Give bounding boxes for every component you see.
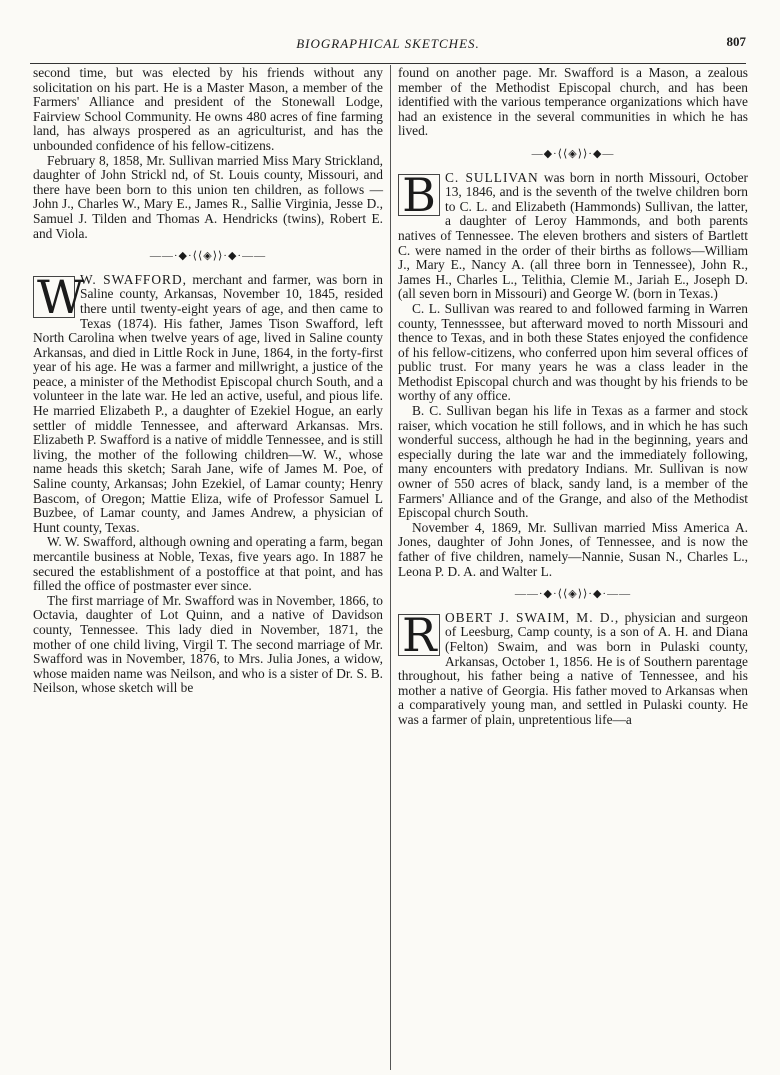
ornament-divider: ——·◆·⟨⟨◈⟩⟩·◆·—— (514, 588, 632, 601)
drop-cap: B (398, 174, 440, 216)
drop-cap: W (33, 276, 75, 318)
drop-cap: R (398, 614, 440, 656)
page-number: 807 (726, 34, 746, 49)
paragraph: second time, but was elected by his friends without any solicitation on his part. He is a Master Mason, a member of the Farmers' Alliance and president of the Stonewall Lodge, Fairview School Community. He owns 480 acres of fine farming land, has always prospered as an agriculturist, and has the unbounded confidence of his fellow-citizens. (33, 65, 383, 153)
paragraph: B. C. Sullivan began his life in Texas as a farmer and stock raiser, which vocation he still follows, and in which he has such wonderful success, although he had in the beginning, years and especially during the late war and the immediately following, many encounters with predatory Indians. Mr. Sullivan is now owner of 550 acres of black, sandy land, is a member of the Farmers' Alliance and of the Grange, and also of the Methodist Episcopal church South. (398, 403, 748, 521)
entry-name: C. SULLIVAN (445, 170, 539, 185)
paragraph: found on another page. Mr. Swafford is a Mason, a zealous member of the Methodist Episcopal church, and has been identified with the various temperance organizations which have had an existence in the several communities in which he has lived. (398, 65, 748, 139)
right-column (398, 66, 748, 728)
entry-sullivan (398, 171, 748, 302)
paragraph: November 4, 1869, Mr. Sullivan married Miss America A. Jones, daughter of John Jones, of Tennessee, and is now the father of five children, namely—Nannie, Susan N., Charles L., Leona P. D. A. and Walter L. (398, 519, 748, 579)
entry-name: OBERT J. SWAIM, M. D., (445, 610, 620, 625)
left-column (33, 66, 383, 696)
column-divider (390, 65, 391, 1070)
header-rule (30, 63, 746, 64)
ornament-divider: —◆·⟨⟨◈⟩⟩·◆— (531, 147, 615, 160)
entry-text: was born in north Missouri, October 13, 1846, and is the seventh of the twelve children born to C. L. and Elizabeth (Hammonds) Sullivan, the latter, a daughter of Leroy Hammonds, and both parents natives of Tennessee. The eleven brothers and sisters of Bartlett C. were named in the order of their births as follows—William J., Mary E., Nancy A. (all three born in Tennessee), John R., James H., Charles L., Telithia, Clemie M., Jariah E., Joseph D. (all seven born in Missouri) and George W. (born in Texas.) (398, 170, 748, 302)
ornament-divider: ——·◆·⟨⟨◈⟩⟩·◆·—— (149, 250, 267, 263)
entry-lead-paragraph (33, 273, 383, 536)
paragraph: February 8, 1858, Mr. Sullivan married Miss Mary Strickland, daughter of John Strickl nd, of St. Louis county, Missouri, and there have been born to this union ten children, as follows —John J., Charles W., Mary E., James R., Sallie Virginia, Jesse D., Samuel J. Tilden and Thomas A. Hendricks (twins), Robert E. and Viola. (33, 152, 383, 241)
entry-swafford (33, 273, 383, 536)
paragraph: The first marriage of Mr. Swafford was in November, 1866, to Octavia, daughter of Lot Quinn, and a native of Davidson county, Tennessee. This lady died in November, 1871, the mother of one child living, Virgil T. The second marriage of Mr. Swafford was in November, 1876, to Mrs. Julia Jones, a widow, whose maiden name was Neilson, and who is a sister of Dr. S. B. Neilson, whose sketch will be (33, 592, 383, 696)
header-title: BIOGRAPHICAL SKETCHES. (296, 36, 480, 51)
entry-swaim (398, 611, 748, 728)
running-header (30, 36, 746, 60)
entry-lead-paragraph (398, 611, 748, 728)
entry-text: physician and surgeon of Leesburg, Camp county, is a son of A. H. and Diana (Felton) Swaim, and was born in Pulaski county, Arkansas, October 1, 1856. He is of Southern parentage throughout, his father being a native of Tennessee, and his mother a native of Georgia. His father moved to Arkansas when a comparatively young man, and settled in Pulaski county. He was a farmer of plain, unpretentious life—a (398, 610, 748, 727)
entry-lead-paragraph (398, 171, 748, 302)
paragraph: C. L. Sullivan was reared to and followed farming in Warren county, Tennesssee, but afterward moved to north Missouri and thence to Texas, and in both these States enjoyed the confidence of his fellow-citizens, who conferred upon him several offices of public trust. For many years he was a class leader in the Methodist Episcopal church and was thought by his friends to be worthy of any office. (398, 300, 748, 404)
entry-text: merchant and farmer, was born in Saline county, Arkansas, November 10, 1845, resided there until twenty-eight years of age, and then came to Texas (1874). His father, James Tison Swafford, left North Carolina when twelve years of age, lived in Saline county Arkansas, and died in Little Rock in June, 1864, in the forty-first year of his age. He was a farmer and millwright, a justice of the peace, a minister of the Methodist Episcopal church South, and a volunteer in the late war. He led an active, useful, and pious life. He married Elizabeth P., a daughter of Ezekiel Hogue, an early settler of middle Tennessee, and afterward Arkansas. Mrs. Elizabeth P. Swafford is a native of middle Tennessee, and is still living, the mother of the following children—W. W., whose name heads this sketch; Sarah Jane, wife of James M. Poe, of Saline county, Arkansas; John Ezekiel, of Lamar county; Henry Bascom, of Oregon; Mattie Eliza, wife of Professor Samuel L Buzbee, of Lamar county, and James Andrew, a physician of Hunt county, Texas. (33, 272, 383, 535)
entry-name: W. SWAFFORD, (80, 272, 187, 287)
paragraph: W. W. Swafford, although owning and operating a farm, began mercantile business at Noble, Texas, five years ago. In 1887 he secured the establishment of a postoffice at that point, and has filled the office of postmaster ever since. (33, 534, 383, 594)
